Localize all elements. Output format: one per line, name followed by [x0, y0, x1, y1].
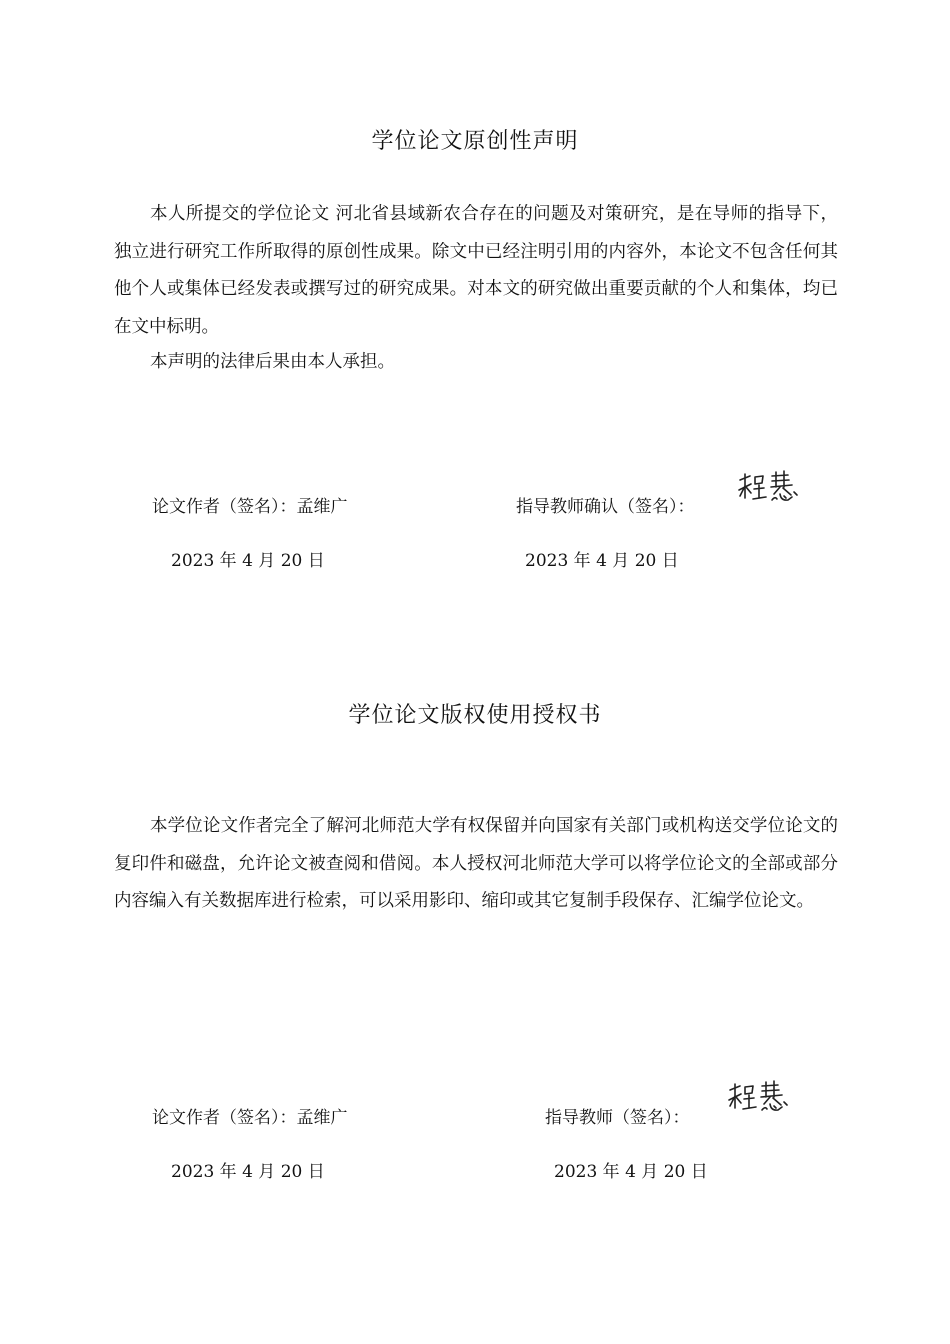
advisor-signature-date: 2023 年 4 月 20 日: [525, 551, 679, 571]
advisor-signature-label: 指导教师确认（签名）：: [516, 497, 695, 517]
author-signature-date-2: 2023 年 4 月 20 日: [171, 1162, 325, 1182]
author-signature-date: 2023 年 4 月 20 日: [171, 551, 325, 571]
originality-paragraph: 本人所提交的学位论文 河北省县域新农合存在的问题及对策研究，是在导师的指导下，独立进行研究工作所取得的原创性成果。除文中已经注明引用的内容外，本论文不包含任何其他个人或集体已经发表或撰写过的研究成果。对本文的研究做出重要贡献的个人和集体，均已在文中标明。: [114, 204, 838, 337]
originality-title: 学位论文原创性声明: [371, 129, 579, 154]
author-signature-label: 论文作者（签名）：孟维广: [152, 497, 348, 517]
advisor-signature-date-2: 2023 年 4 月 20 日: [554, 1162, 708, 1182]
advisor-handwritten-signature-2: [726, 1078, 792, 1116]
advisor-signature-label-2: 指导教师（签名）：: [545, 1108, 690, 1128]
copyright-title: 学位论文版权使用授权书: [348, 703, 602, 728]
originality-legal-paragraph: 本声明的法律后果由本人承担。: [150, 352, 395, 372]
author-signature-label-2: 论文作者（签名）：孟维广: [152, 1108, 348, 1128]
advisor-handwritten-signature: [736, 468, 802, 506]
copyright-paragraph: 本学位论文作者完全了解河北师范大学有权保留并向国家有关部门或机构送交学位论文的复印件和磁盘，允许论文被查阅和借阅。本人授权河北师范大学可以将学位论文的全部或部分内容编入有关数据库进行检索，可以采用影印、缩印或其它复制手段保存、汇编学位论文。: [114, 816, 838, 911]
